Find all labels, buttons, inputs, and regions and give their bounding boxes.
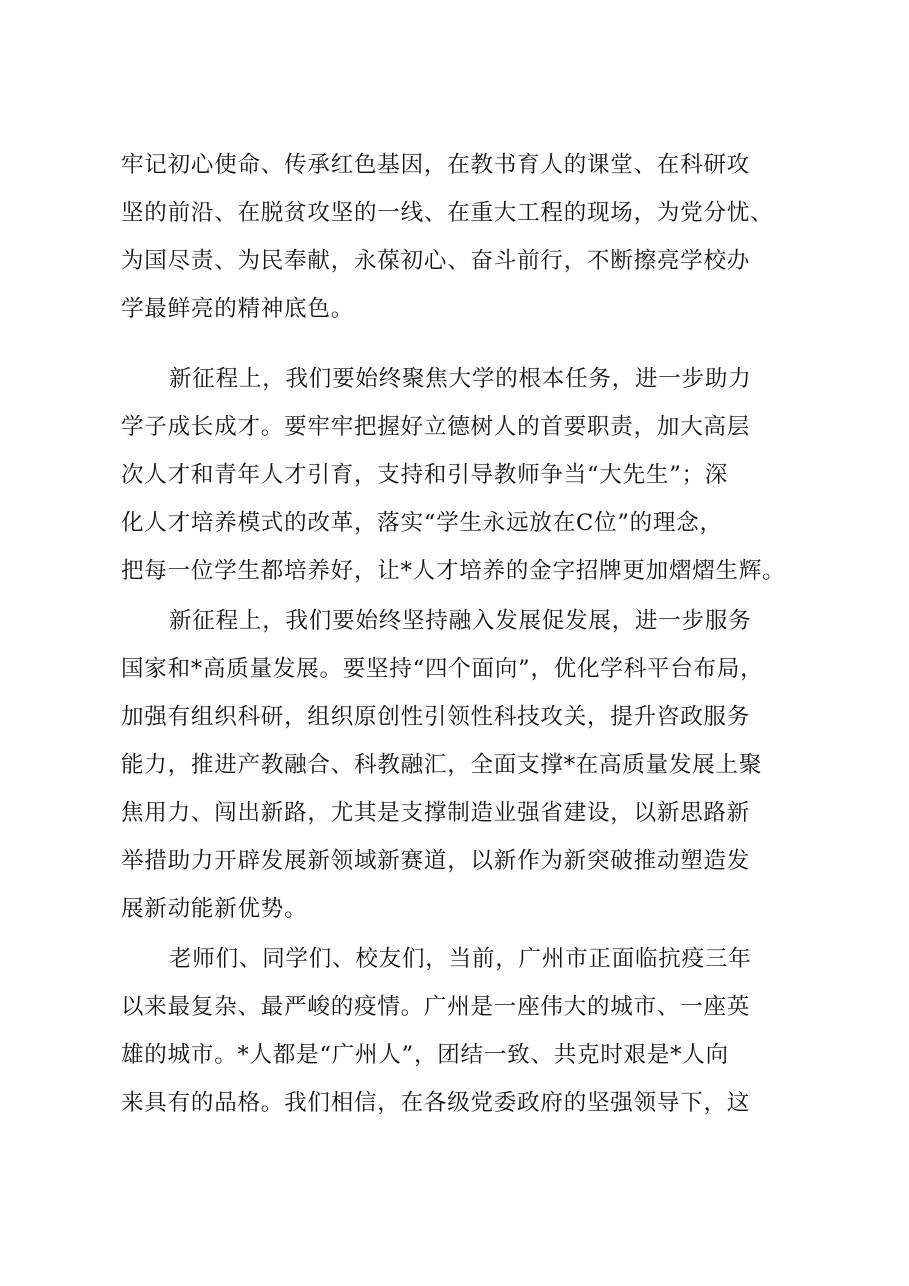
text-line: 牢记初心使命、传承红色基因，在教书育人的课堂、在科研攻	[121, 152, 751, 178]
text-line: 以来最复杂、最严峻的疫情。广州是一座伟大的城市、一座英	[121, 994, 751, 1020]
text-line: 能力，推进产教融合、科教融汇，全面支撑*在高质量发展上聚	[121, 752, 763, 778]
text-line: 雄的城市。*人都是“广州人”，团结一致、共克时艰是*人向	[121, 1042, 729, 1068]
text-line: 学最鲜亮的精神底色。	[121, 296, 355, 322]
paragraph-first-line: 老师们、同学们、校友们，当前，广州市正面临抗疫三年	[169, 946, 752, 972]
text-line: 展新动能新优势。	[121, 896, 308, 922]
paragraph-first-line: 新征程上，我们要始终坚持融入发展促发展，进一步服务	[169, 608, 752, 634]
paragraph-first-line: 新征程上，我们要始终聚焦大学的根本任务，进一步助力	[169, 366, 752, 392]
text-line: 来具有的品格。我们相信，在各级党委政府的坚强领导下，这	[121, 1090, 751, 1116]
text-line: 为国尽责、为民奉献，永葆初心、奋斗前行，不断擦亮学校办	[121, 248, 751, 274]
text-line: 学子成长成才。要牢牢把握好立德树人的首要职责，加大高层	[121, 414, 751, 440]
text-line: 坚的前沿、在脱贫攻坚的一线、在重大工程的现场，为党分忧、	[121, 200, 774, 226]
text-line: 把每一位学生都培养好，让*人才培养的金字招牌更加熠熠生辉。	[121, 558, 786, 584]
text-line: 国家和*高质量发展。要坚持“四个面向”，优化学科平台布局，	[121, 656, 764, 682]
text-line: 加强有组织科研，组织原创性引领性科技攻关，提升咨政服务	[121, 704, 751, 730]
text-line: 次人才和青年人才引育，支持和引导教师争当“大先生”；深	[121, 462, 729, 488]
text-line: 焦用力、闯出新路，尤其是支撑制造业强省建设，以新思路新	[121, 800, 751, 826]
text-line: 化人才培养模式的改革，落实“学生永远放在C位”的理念，	[121, 510, 723, 536]
text-line: 举措助力开辟发展新领域新赛道，以新作为新突破推动塑造发	[121, 848, 751, 874]
